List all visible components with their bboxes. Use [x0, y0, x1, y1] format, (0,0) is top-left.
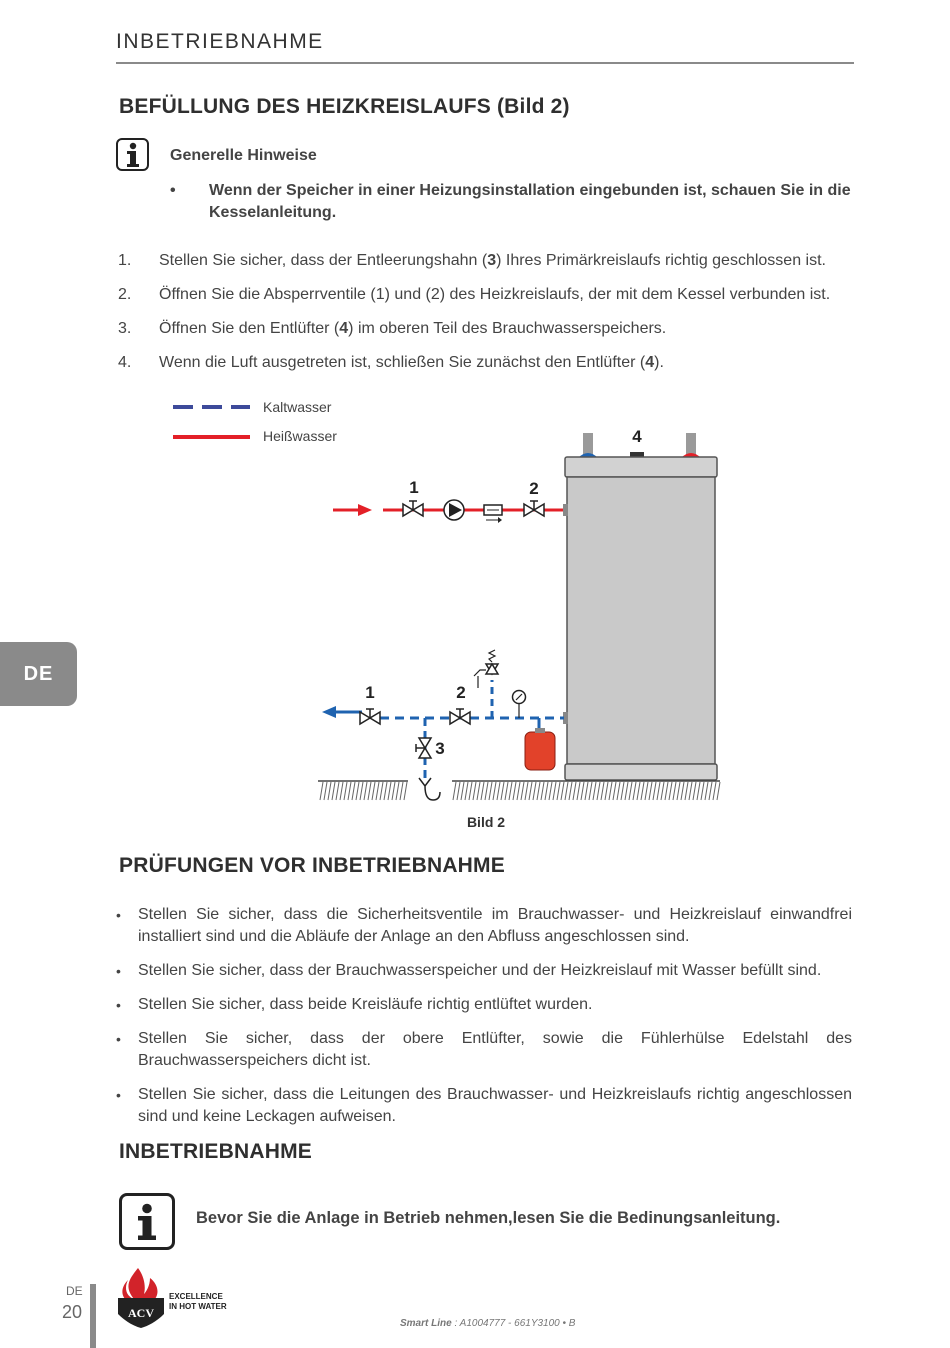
- footer-bar: [90, 1284, 96, 1348]
- floor-hatch-line: [352, 782, 355, 800]
- doc-ref-product: Smart Line: [400, 1318, 452, 1329]
- step-text: Öffnen Sie die Absperrventile (1) und (2) des Heizkreislaufs, der mit dem Kessel verbunden ist.: [159, 286, 831, 303]
- commissioning-note: Bevor Sie die Anlage in Betrieb nehmen,lesen Sie die Bedinungsanleitung.: [196, 1209, 781, 1227]
- floor-hatch-line: [469, 782, 472, 800]
- floor-hatch-line: [380, 782, 383, 800]
- floor-hatch-line: [677, 782, 680, 800]
- floor-hatch-line: [537, 782, 540, 800]
- check-text: Stellen Sie sicher, dass der obere Entlüfter, sowie die Fühlerhülse Edelstahl des Brauchwasserspeichers dicht ist.: [138, 1030, 852, 1069]
- floor-hatch-line: [336, 782, 339, 800]
- floor-hatch-line: [533, 782, 536, 800]
- floor-hatch-line: [713, 782, 716, 800]
- floor-hatch-line: [593, 782, 596, 800]
- label-valve-2-top: 2: [529, 479, 539, 498]
- step-item: [118, 286, 858, 320]
- section-heading-checks: PRÜFUNGEN VOR INBETRIEBNAHME: [119, 854, 505, 877]
- floor-hatch-line: [629, 782, 632, 800]
- legend-hot-label: Heißwasser: [263, 428, 337, 444]
- floor-hatch-line: [609, 782, 612, 800]
- label-vent: 4: [632, 427, 642, 446]
- step-ref: 3: [487, 252, 497, 269]
- step-number: 2.: [118, 286, 132, 303]
- floor-hatch-line: [493, 782, 496, 800]
- check-text: Stellen Sie sicher, dass die Leitungen des Brauchwasser- und Heizkreislaufs richtig angeschlossen sind und keine Leckagen aufweisen.: [138, 1086, 852, 1125]
- floor-hatch-line: [617, 782, 620, 800]
- floor-hatch-line: [705, 782, 708, 800]
- floor-hatch-line: [328, 782, 331, 800]
- floor-hatch-line: [340, 782, 343, 800]
- language-tab: DE: [0, 642, 77, 706]
- floor-hatch-line: [465, 782, 468, 800]
- floor-hatch-line: [400, 782, 403, 800]
- floor-hatch-line: [601, 782, 604, 800]
- drain-funnel: [419, 778, 440, 800]
- step-number: 3.: [118, 320, 132, 337]
- check-text: Stellen Sie sicher, dass die Sicherheitsventile im Brauchwasser- und Heizkreislauf einwandfrei installiert sind und die Abläufe der Anlage an den Abfluss angeschlossen sind.: [138, 906, 852, 945]
- floor-hatch-line: [392, 782, 395, 800]
- check-item: [116, 1084, 852, 1128]
- floor-hatch-line: [545, 782, 548, 800]
- floor-hatch-line: [581, 782, 584, 800]
- drain-valve: [416, 738, 431, 758]
- step-text: Stellen Sie sicher, dass der Entleerungshahn (: [159, 252, 488, 269]
- floor-hatch-line: [697, 782, 700, 800]
- floor-hatch-line: [324, 782, 327, 800]
- floor-hatch-line: [517, 782, 520, 800]
- expansion-vessel: [525, 728, 555, 770]
- check-text: Stellen Sie sicher, dass beide Kreisläufe richtig entlüftet wurden.: [138, 996, 593, 1013]
- floor-hatch-line: [513, 782, 516, 800]
- installation-diagram: [150, 390, 740, 840]
- floor-hatch-line: [597, 782, 600, 800]
- shutoff-valve-top-1: [403, 501, 423, 516]
- step-item: [118, 252, 858, 286]
- floor-hatch-line: [701, 782, 704, 800]
- floor-hatch-line: [565, 782, 568, 800]
- floor-hatch-line: [509, 782, 512, 800]
- floor-hatch-line: [553, 782, 556, 800]
- floor-hatch-line: [320, 782, 323, 800]
- floor-hatch-line: [665, 782, 668, 800]
- flow-meter: [484, 505, 502, 523]
- floor-hatch-line: [693, 782, 696, 800]
- floor-hatch-line: [453, 782, 456, 800]
- label-drain: 3: [435, 739, 445, 758]
- floor-hatch-line: [356, 782, 359, 800]
- step-item: [118, 354, 858, 388]
- floor-hatch-line: [489, 782, 492, 800]
- page-number: 20: [62, 1302, 83, 1322]
- bullet-glyph: •: [170, 182, 176, 199]
- floor-hatch-line: [625, 782, 628, 800]
- floor-hatch-line: [529, 782, 532, 800]
- floor-hatch-line: [372, 782, 375, 800]
- floor-hatch-line: [605, 782, 608, 800]
- check-item: [116, 904, 852, 948]
- floor-hatch-line: [613, 782, 616, 800]
- floor-hatch-line: [649, 782, 652, 800]
- logo-tagline: [169, 1292, 227, 1312]
- info-icon-large: [119, 1193, 175, 1250]
- section-heading-filling: BEFÜLLUNG DES HEIZKREISLAUFS (Bild 2): [119, 95, 570, 118]
- shutoff-valve-top-2: [524, 501, 544, 516]
- floor-hatch-line: [477, 782, 480, 800]
- step-text: Öffnen Sie den Entlüfter (: [159, 320, 340, 337]
- header-rule: [116, 62, 854, 64]
- floor-hatch-line: [637, 782, 640, 800]
- floor-hatch-line: [344, 782, 347, 800]
- floor-hatch-line: [549, 782, 552, 800]
- info-icon: [116, 138, 149, 171]
- step-number: 4.: [118, 354, 132, 371]
- legend-cold-label: Kaltwasser: [263, 399, 332, 415]
- floor-hatch-line: [497, 782, 500, 800]
- floor-hatch-line: [505, 782, 508, 800]
- step-text-end: ) Ihres Primärkreislaufs richtig geschlossen ist.: [496, 252, 826, 269]
- floor-hatch-line: [521, 782, 524, 800]
- label-valve-1-bottom: 1: [365, 683, 375, 702]
- floor-hatch-line: [485, 782, 488, 800]
- floor-hatch-line: [457, 782, 460, 800]
- floor-hatch-line: [645, 782, 648, 800]
- floor-hatch-line: [368, 782, 371, 800]
- floor-hatch-line: [577, 782, 580, 800]
- step-number: 1.: [118, 252, 132, 269]
- check-item: [116, 994, 852, 1016]
- floor-hatch-line: [633, 782, 636, 800]
- floor-hatch-line: [481, 782, 484, 800]
- floor-hatch-line: [681, 782, 684, 800]
- pressure-gauge: [513, 691, 526, 719]
- floor: [318, 781, 720, 800]
- cold-water-line: [322, 650, 564, 800]
- tagline-line-1: EXCELLENCE: [169, 1292, 223, 1301]
- steps-list: [118, 252, 858, 388]
- note-title: Generelle Hinweise: [170, 147, 317, 164]
- floor-hatch-line: [685, 782, 688, 800]
- tagline-line-2: IN HOT WATER: [169, 1302, 227, 1311]
- check-text: Stellen Sie sicher, dass der Brauchwasserspeicher und der Heizkreislauf mit Wasser befüllt sind.: [138, 962, 822, 979]
- step-text-end: ) im oberen Teil des Brauchwasserspeichers.: [348, 320, 667, 337]
- label-valve-2-bottom: 2: [456, 683, 466, 702]
- storage-tank: [563, 433, 717, 780]
- document-reference: [400, 1318, 575, 1329]
- circulation-pump: [444, 500, 464, 520]
- bullet-glyph: •: [116, 1031, 121, 1047]
- floor-hatch-line: [557, 782, 560, 800]
- step-text-end: ).: [654, 354, 664, 371]
- floor-hatch-line: [717, 782, 720, 800]
- floor-hatch-line: [653, 782, 656, 800]
- floor-hatch-line: [689, 782, 692, 800]
- floor-hatch-line: [348, 782, 351, 800]
- floor-hatch-line: [589, 782, 592, 800]
- floor-hatch-line: [641, 782, 644, 800]
- logo-wordmark: ACV: [128, 1306, 154, 1320]
- section-heading-commissioning: INBETRIEBNAHME: [119, 1140, 312, 1163]
- floor-hatch-line: [561, 782, 564, 800]
- check-item: [116, 960, 852, 982]
- bullet-glyph: •: [116, 907, 121, 923]
- bullet-glyph: •: [116, 1087, 121, 1103]
- floor-hatch-line: [621, 782, 624, 800]
- step-ref: 4: [339, 320, 349, 337]
- floor-hatch-line: [661, 782, 664, 800]
- floor-hatch-line: [473, 782, 476, 800]
- floor-hatch-line: [501, 782, 504, 800]
- floor-hatch-line: [332, 782, 335, 800]
- floor-hatch-line: [709, 782, 712, 800]
- floor-hatch-line: [573, 782, 576, 800]
- acv-logo: [116, 1266, 166, 1328]
- floor-hatch-line: [388, 782, 391, 800]
- step-ref: 4: [645, 354, 655, 371]
- floor-hatch-line: [569, 782, 572, 800]
- floor-hatch-line: [461, 782, 464, 800]
- floor-hatch-line: [376, 782, 379, 800]
- step-text: Wenn die Luft ausgetreten ist, schließen Sie zunächst den Entlüfter (: [159, 354, 646, 371]
- running-header: INBETRIEBNAHME: [116, 30, 324, 53]
- bullet-glyph: •: [116, 963, 121, 979]
- shutoff-valve-bottom-2: [450, 709, 470, 724]
- floor-hatch-line: [396, 782, 399, 800]
- floor-hatch-line: [585, 782, 588, 800]
- safety-valve: [474, 650, 498, 688]
- doc-ref-code: : A1004777 - 661Y3100 • B: [451, 1318, 576, 1329]
- floor-hatch-line: [360, 782, 363, 800]
- hot-water-line: [333, 500, 563, 523]
- step-item: [118, 320, 858, 354]
- floor-hatch-line: [384, 782, 387, 800]
- footer-language: DE: [66, 1284, 83, 1298]
- floor-hatch-line: [404, 782, 407, 800]
- floor-hatch-line: [657, 782, 660, 800]
- bullet-glyph: •: [116, 997, 121, 1013]
- checks-list: [116, 904, 852, 1140]
- floor-hatch-line: [669, 782, 672, 800]
- floor-hatch-line: [364, 782, 367, 800]
- floor-hatch-line: [541, 782, 544, 800]
- note-bullet-text: Wenn der Speicher in einer Heizungsinstallation eingebunden ist, schauen Sie in die Kesselanleitung.: [209, 182, 851, 221]
- check-item: [116, 1028, 852, 1072]
- label-valve-1-top: 1: [409, 478, 419, 497]
- figure-caption: Bild 2: [466, 814, 506, 830]
- floor-hatch-line: [525, 782, 528, 800]
- floor-hatch-line: [673, 782, 676, 800]
- shutoff-valve-bottom-1: [360, 709, 380, 724]
